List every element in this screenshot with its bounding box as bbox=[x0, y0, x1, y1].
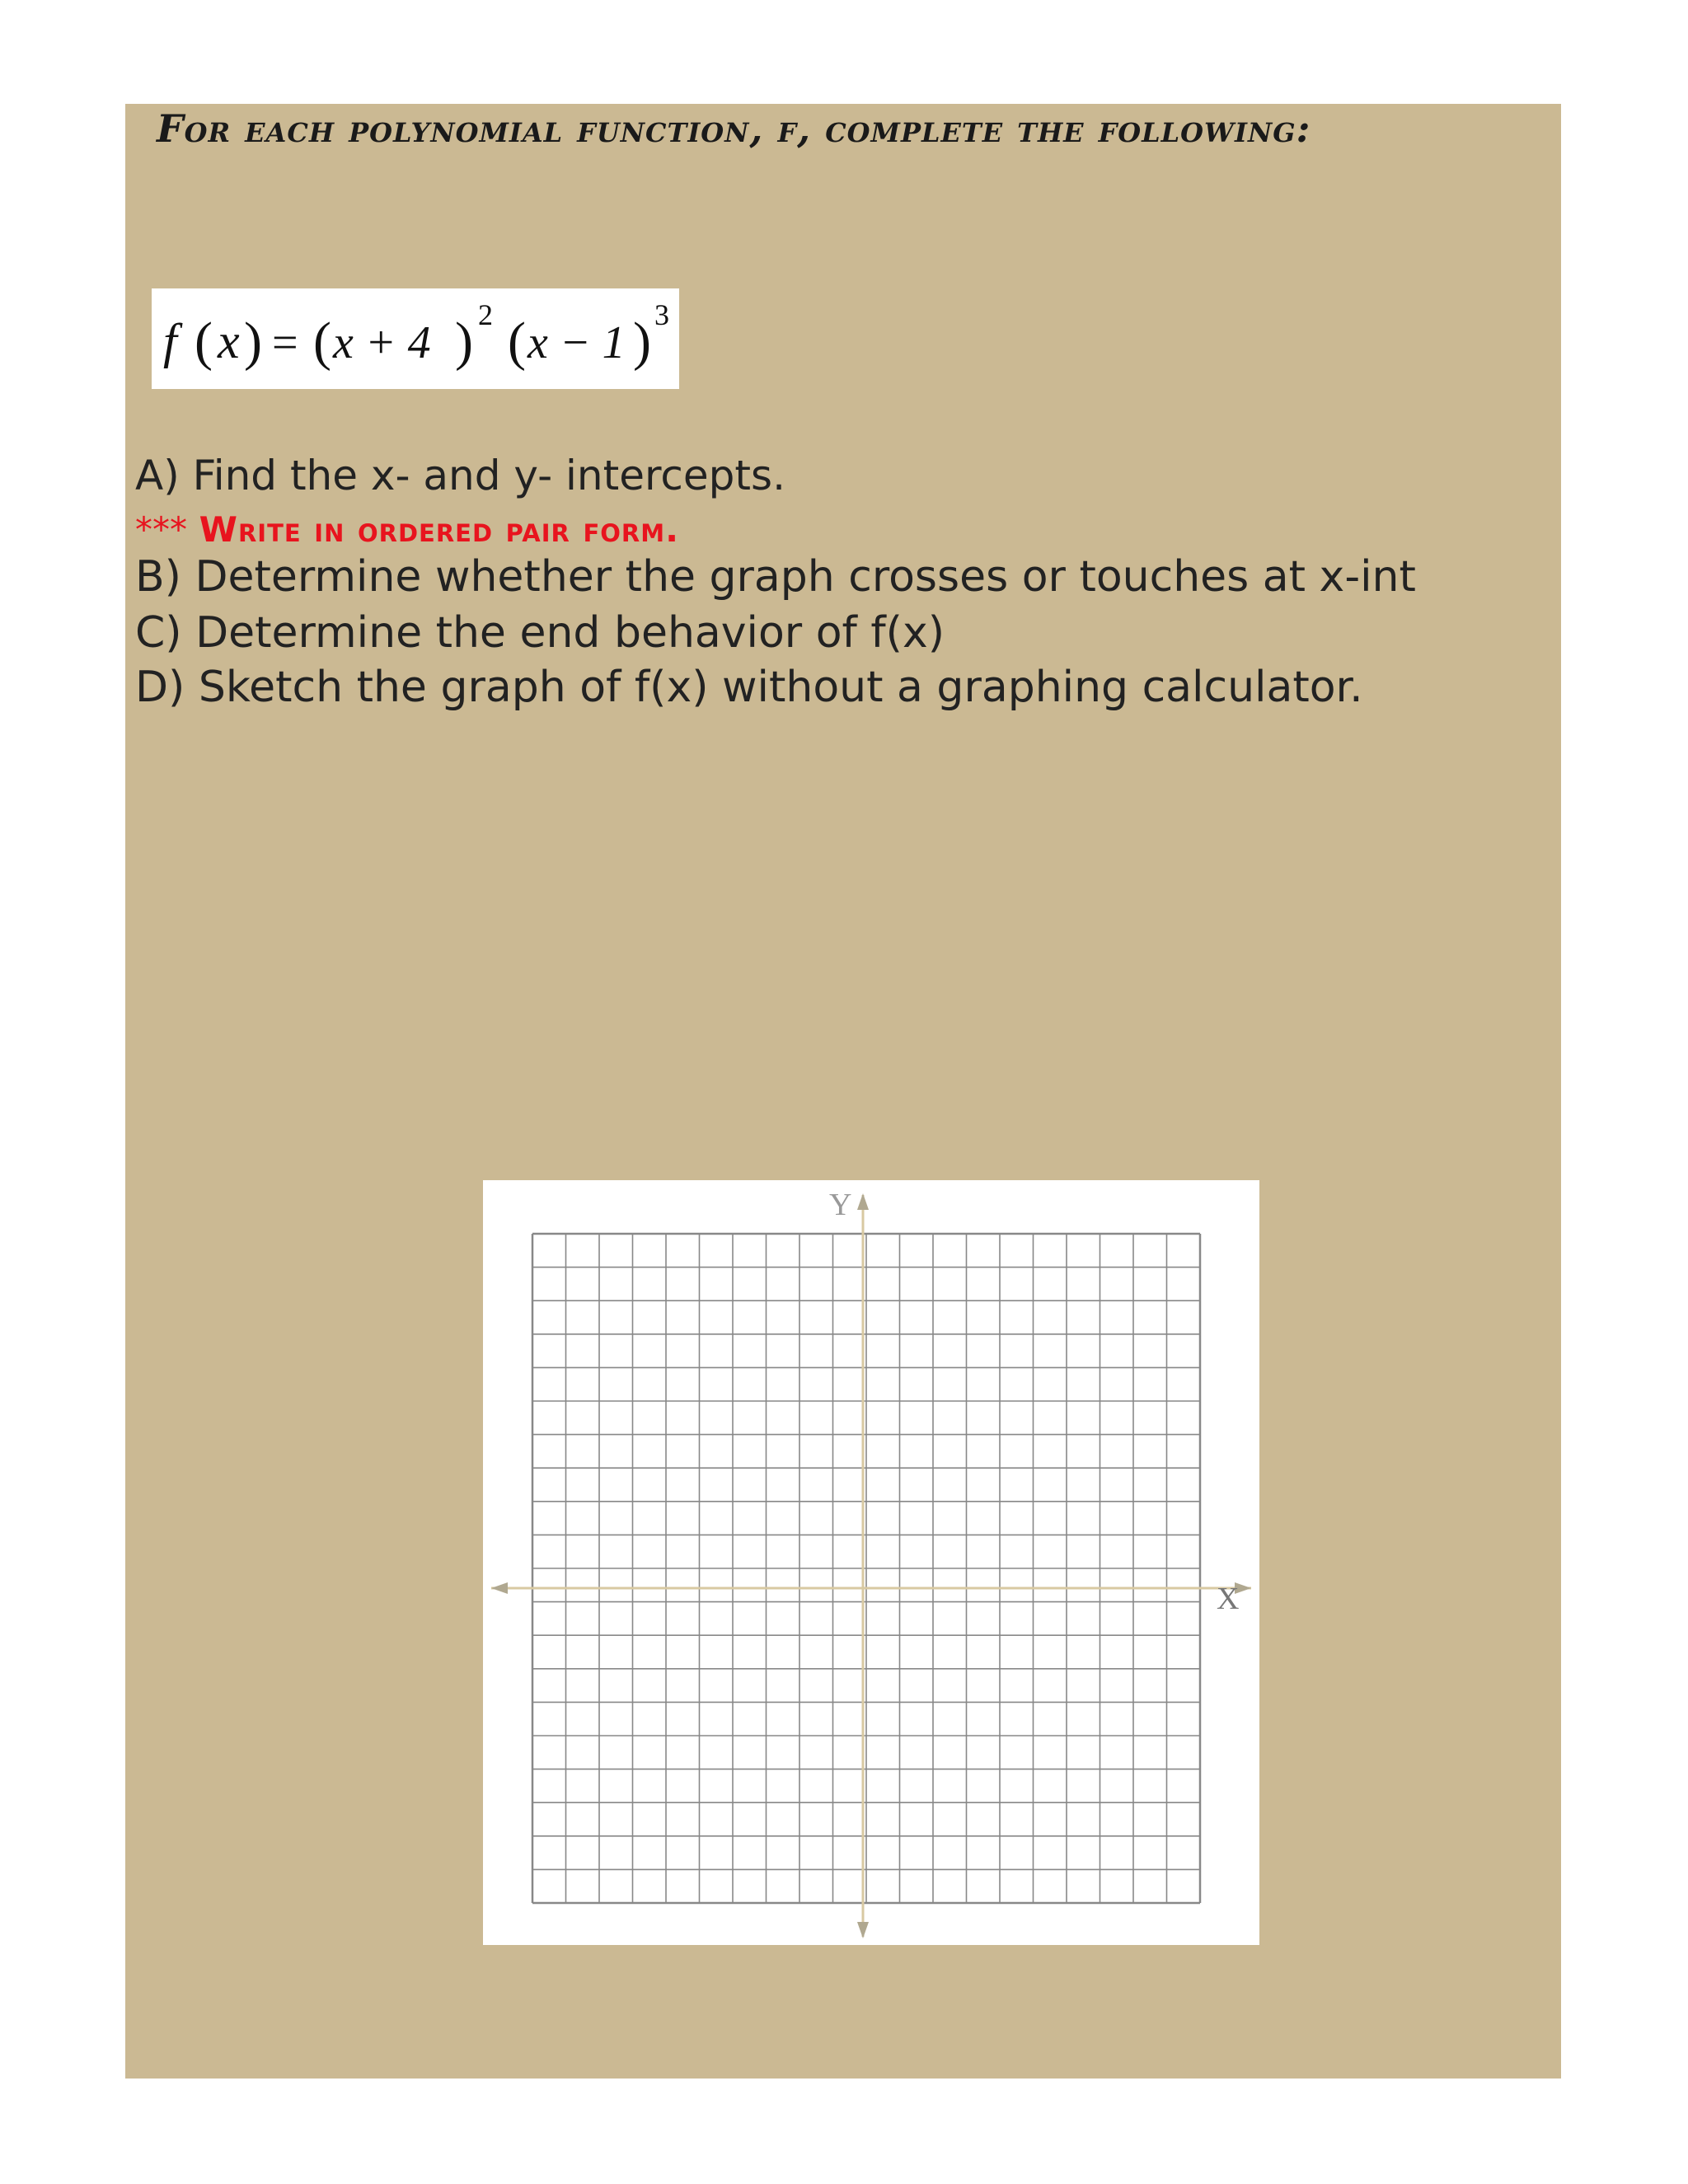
formula-paren: ) bbox=[633, 312, 651, 372]
task-a: A) Find the x- and y- intercepts. bbox=[135, 452, 785, 499]
y-axis-arrow-down-icon bbox=[857, 1922, 869, 1938]
task-b: B) Determine whether the graph crosses or touches at x-int bbox=[135, 552, 1416, 602]
graph-paper bbox=[483, 1180, 1259, 1945]
formula-paren: ( bbox=[313, 312, 331, 372]
formula-image bbox=[152, 288, 679, 389]
y-axis-label: Y bbox=[829, 1188, 852, 1222]
task-c: C) Determine the end behavior of f(x) bbox=[135, 608, 945, 658]
grid-lines bbox=[532, 1234, 1200, 1903]
x-axis-arrow-left-icon bbox=[491, 1582, 508, 1594]
formula-paren: ( bbox=[195, 312, 213, 372]
y-axis-arrow-up-icon bbox=[857, 1193, 869, 1210]
formula-f: f bbox=[163, 314, 177, 368]
formula-paren: ) bbox=[455, 312, 473, 372]
formula-exponent2: 3 bbox=[654, 298, 669, 331]
ordered-pair-note bbox=[135, 509, 679, 550]
coordinate-grid bbox=[483, 1180, 1259, 1945]
task-d: D) Sketch the graph of f(x) without a graphing calculator. bbox=[135, 663, 1363, 712]
formula-exponent1: 2 bbox=[478, 298, 493, 331]
note-stars: *** bbox=[135, 509, 187, 550]
formula-box bbox=[152, 288, 679, 389]
worksheet-panel bbox=[125, 104, 1561, 2079]
formula-equals: = bbox=[272, 317, 298, 368]
formula-factor1: x + 4 bbox=[333, 317, 431, 368]
x-axis-label: X bbox=[1217, 1582, 1240, 1616]
axes bbox=[491, 1193, 1251, 1938]
formula-paren: ) bbox=[244, 312, 262, 372]
note-text: Write in ordered pair form. bbox=[199, 509, 680, 550]
formula-paren: ( bbox=[508, 312, 526, 372]
worksheet-heading: For each polynomial function, f, complete the following: bbox=[157, 106, 1311, 151]
formula-x: x bbox=[218, 314, 240, 368]
formula-factor2: x − 1 bbox=[528, 317, 626, 368]
